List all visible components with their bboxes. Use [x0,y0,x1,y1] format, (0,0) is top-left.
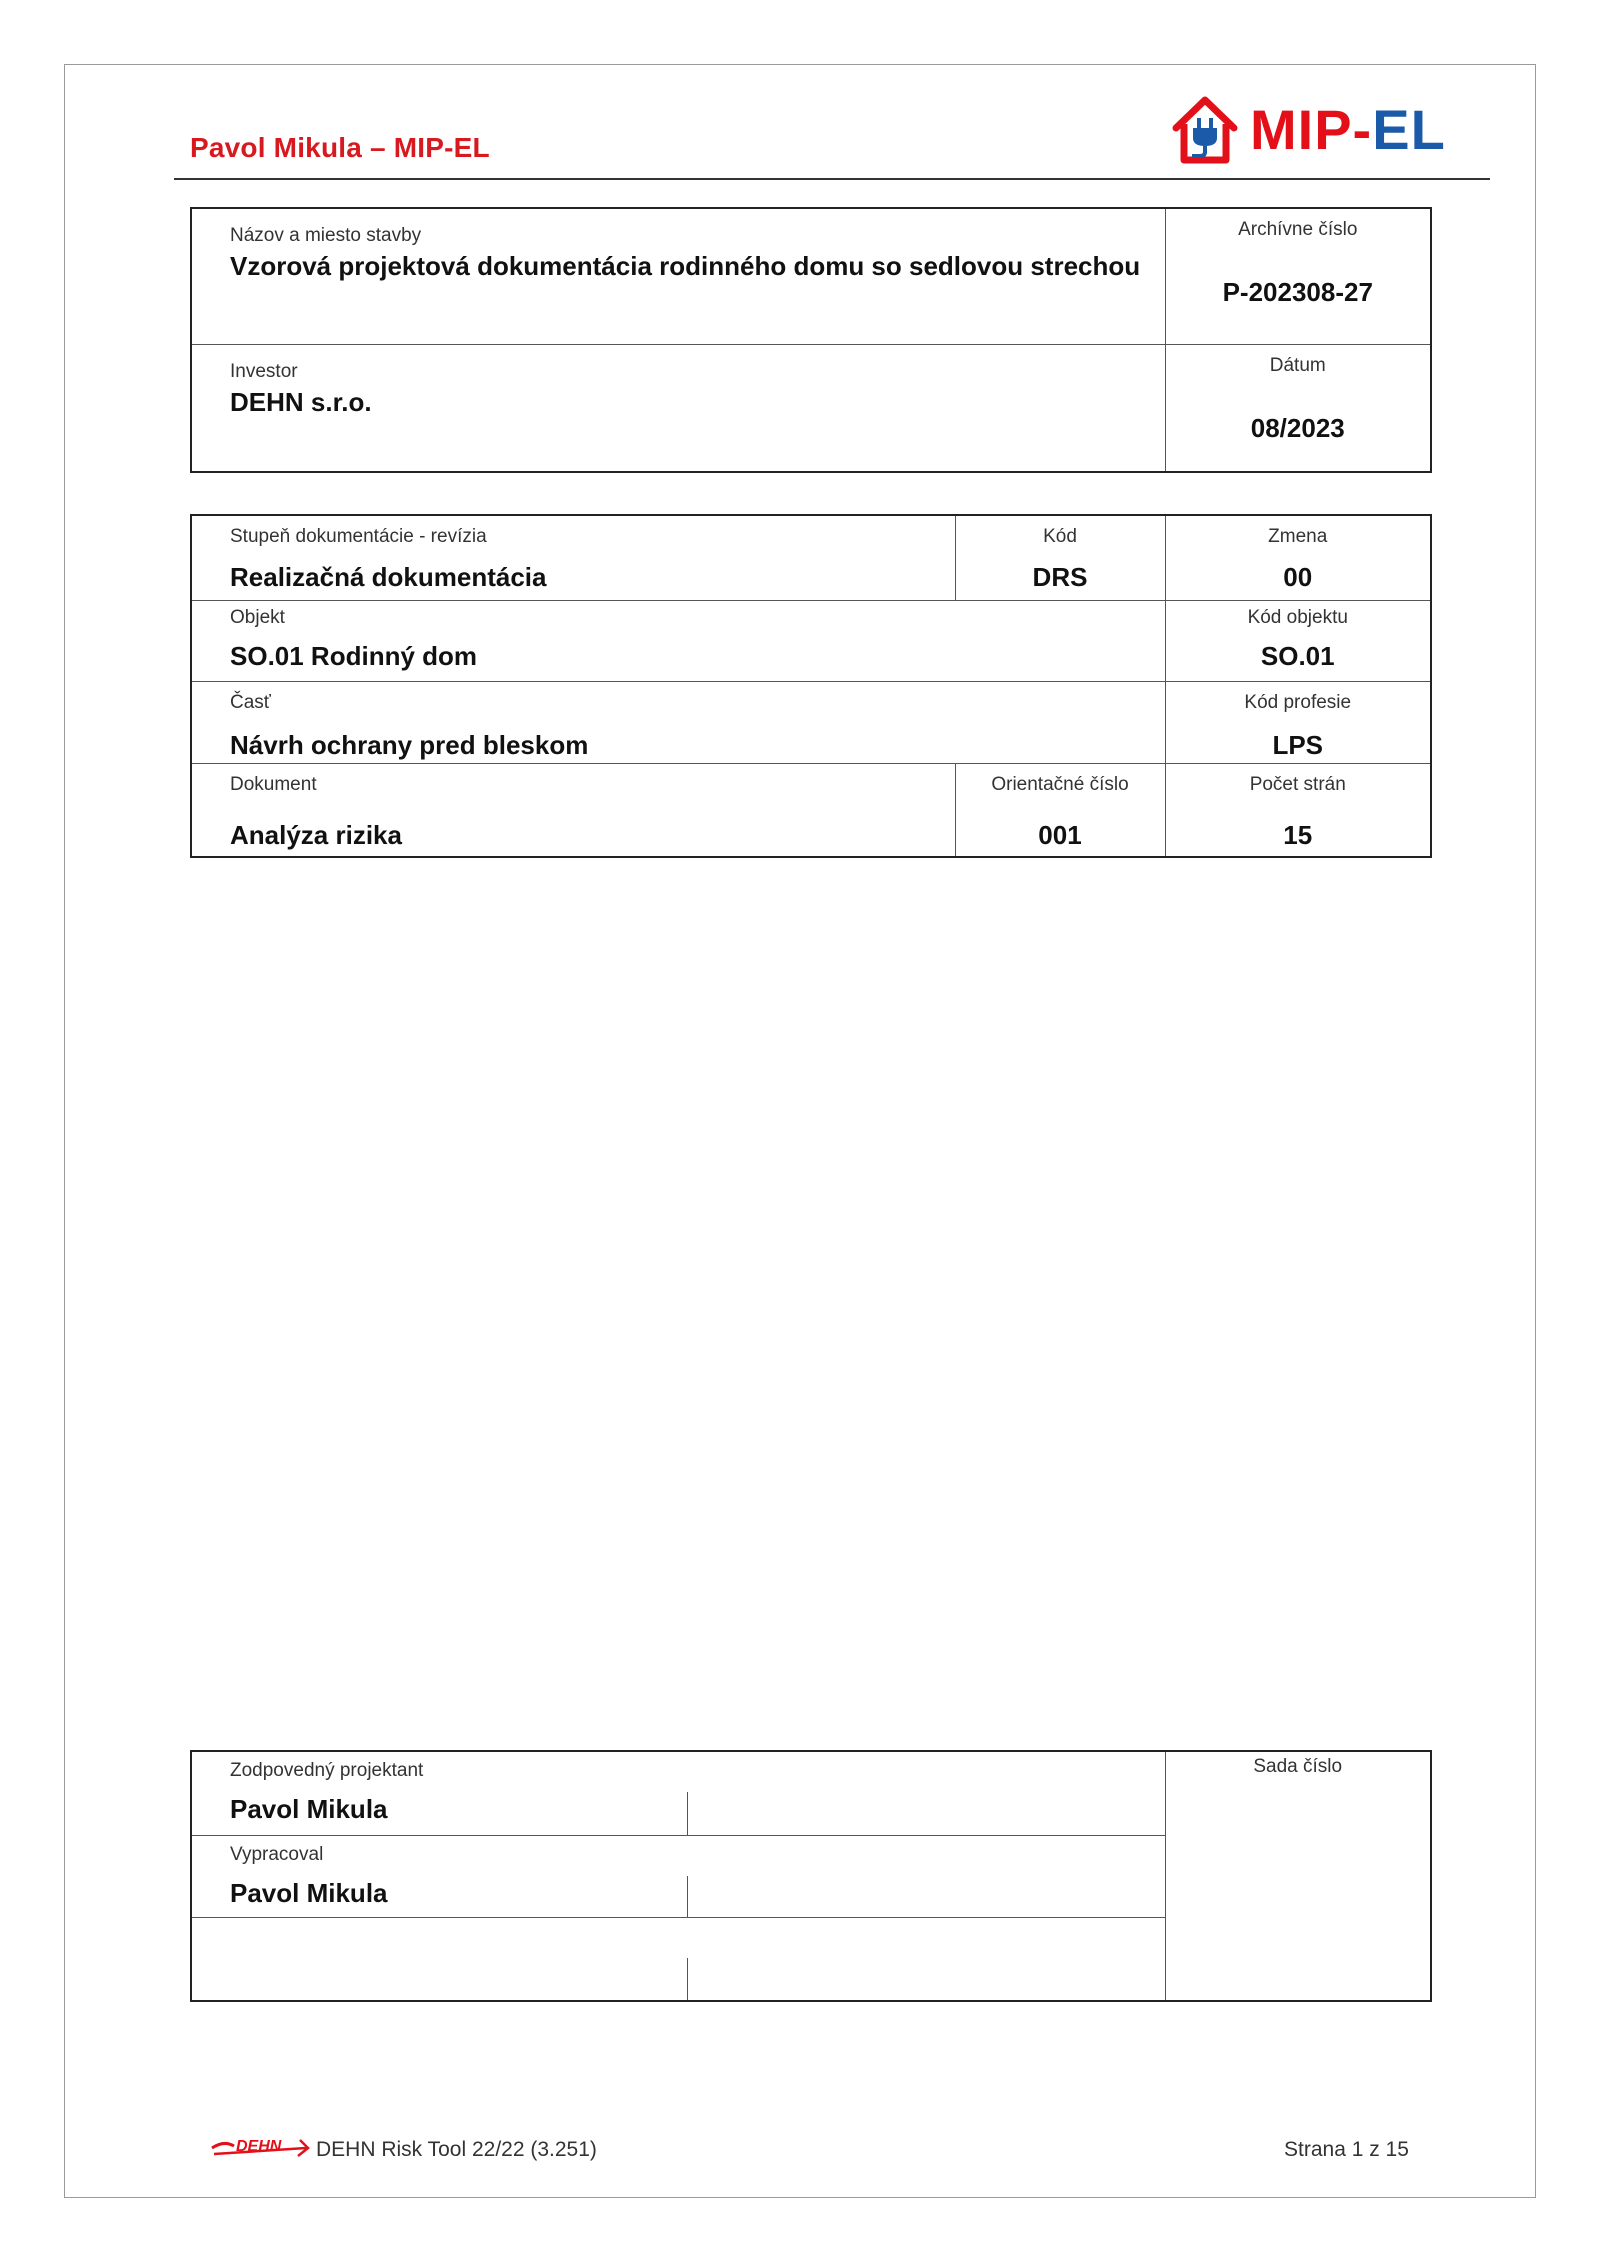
pages-value: 15 [1283,819,1313,850]
house-plug-icon [1170,94,1240,166]
prepared-value: Pavol Mikula [230,1877,388,1908]
code-cell [955,515,1165,600]
project-value: Vzorová projektová dokumentácia rodinného domu so sedlovou strechou [230,251,1141,281]
stage-cell [191,515,955,600]
footer-page: Strana 1 z 15 [1284,2138,1409,2161]
part-cell [191,681,1165,763]
profession-code-cell [1165,681,1431,763]
code-label: Kód [1043,526,1077,547]
logo-text-el: EL [1372,98,1446,161]
profession-code-label: Kód profesie [1244,691,1352,713]
empty-cell [191,1917,687,2001]
object-code-cell [1165,600,1431,681]
responsible-label: Zodpovedný projektant [230,1760,424,1781]
logo-text-mip: MIP- [1250,98,1373,161]
archive-value: P-202308-27 [1222,277,1373,307]
change-value: 00 [1283,562,1313,592]
pages-cell [1165,763,1431,857]
part-label: Časť [230,691,271,713]
date-cell [1165,344,1431,472]
project-cell [191,208,1165,344]
header-title: Pavol Mikula – MIP-EL [190,132,490,163]
orientation-label: Orientačné číslo [991,773,1129,795]
change-label: Zmena [1268,526,1328,547]
stage-value: Realizačná dokumentácia [230,562,547,592]
profession-code-value: LPS [1272,729,1324,760]
project-label: Názov a miesto stavby [230,225,422,246]
project-info-table [190,207,1432,473]
signature-table [190,1750,1432,2002]
prepared-cell [191,1835,687,1917]
dehn-logo [210,2132,310,2171]
pages-label: Počet strán [1249,773,1346,795]
set-cell [1165,1751,1431,2001]
archive-label: Archívne číslo [1238,219,1358,240]
document-cell [191,763,955,857]
object-value: SO.01 Rodinný dom [230,640,478,671]
empty-sign-cell [687,1917,1165,2001]
object-code-value: SO.01 [1260,640,1335,671]
orientation-value: 001 [1038,819,1082,850]
date-label: Dátum [1269,354,1326,376]
responsible-value: Pavol Mikula [230,1794,388,1824]
document-label: Dokument [230,773,317,795]
object-cell [191,600,1165,681]
investor-value: DEHN s.r.o. [230,386,372,417]
footer-tool: DEHN Risk Tool 22/22 (3.251) [316,2138,597,2161]
object-label: Objekt [230,606,285,628]
change-cell [1165,515,1431,600]
responsible-sign-cell [687,1751,1165,1835]
object-code-label: Kód objektu [1247,606,1348,628]
dehn-logo-text: DEHN [236,2138,282,2155]
document-value: Analýza rizika [230,819,402,850]
code-value: DRS [1032,562,1088,592]
date-value: 08/2023 [1250,412,1345,443]
set-label: Sada číslo [1253,1756,1343,1777]
investor-label: Investor [230,360,298,382]
archive-cell [1165,208,1431,344]
header-rule [174,178,1490,180]
orientation-cell [955,763,1165,857]
company-logo [1170,94,1446,166]
responsible-cell [191,1751,687,1835]
prepared-sign-cell [687,1835,1165,1917]
part-value: Návrh ochrany pred bleskom [230,729,589,760]
investor-cell [191,344,1165,472]
document-info-table [190,514,1432,858]
prepared-label: Vypracoval [230,1843,324,1865]
stage-label: Stupeň dokumentácie - revízia [230,526,487,547]
